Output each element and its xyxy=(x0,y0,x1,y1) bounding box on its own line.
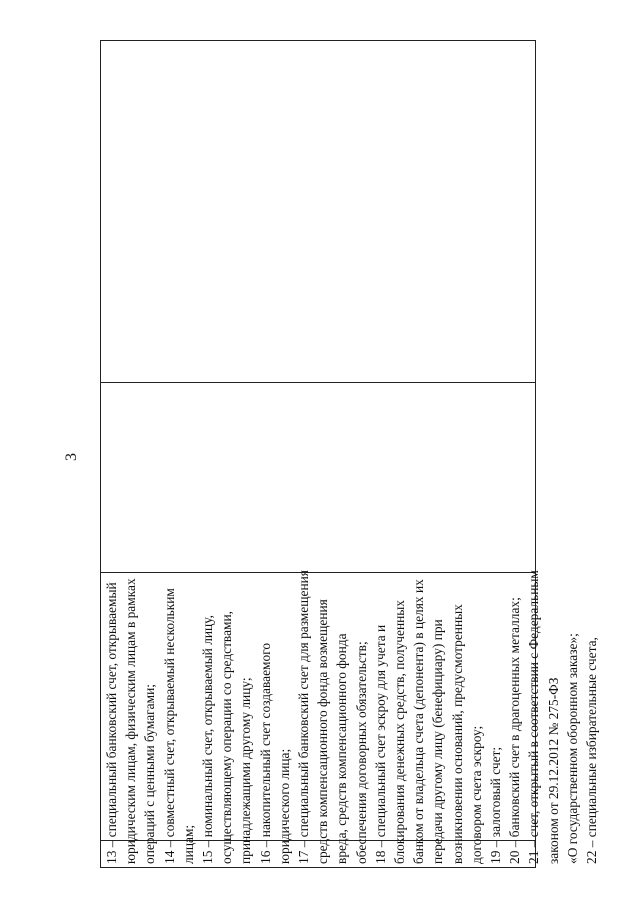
table-cell-line: 18 – специальный счет эскроу для учета и xyxy=(372,624,388,864)
table-cell-line: 17 – специальный банковский счет для размещения xyxy=(296,570,312,864)
table-cell-line: обеспечения договорных обязательств; xyxy=(353,641,369,864)
table-cell-line: возникновении оснований, предусмотренных xyxy=(449,604,465,864)
table-cell-line: 14 – совместный счет, открываемый нескольким xyxy=(161,588,177,864)
table-cell-line: блокирования денежных средств, полученных xyxy=(392,600,408,864)
table-cell-line: 19 – залоговый счет; xyxy=(488,746,504,864)
table-cell-line: законом от 29.12.2012 № 275-ФЗ xyxy=(545,677,561,864)
table-cell-line: 15 – номинальный счет, открываемый лицу, xyxy=(200,615,216,864)
table-cell-line: лицам; xyxy=(180,824,196,864)
table-cell-line: юридического лица; xyxy=(276,748,292,864)
table-cell-line: договором счета эскроу; xyxy=(468,725,484,864)
table-cell-line: 20 – банковский счет в драгоценных металлах; xyxy=(507,597,523,864)
table-cell-line: 16 – накопительный счет создаваемого xyxy=(257,642,273,864)
table-cell-line: «О государственном оборонном заказе»; xyxy=(564,633,580,864)
page-number: 3 xyxy=(63,453,80,461)
table-cell-line: вреда, средств компенсационного фонда xyxy=(334,633,350,864)
table-cell-line: 13 – специальный банковский счет, открываемый xyxy=(104,582,119,864)
table-cell-account-types xyxy=(100,570,600,868)
table-cell-line: 22 – специальные избирательные счета, xyxy=(584,637,600,864)
table-cell-line: банком от владельца счета (депонента) в целях их xyxy=(411,579,427,864)
table-cell-line: операций с ценными бумагами; xyxy=(142,684,158,864)
table-cell-line: принадлежащими другому лицу; xyxy=(238,677,254,864)
table-rotated-content xyxy=(100,40,600,868)
table xyxy=(100,40,600,868)
table-cell-line: юридическим лицам, физическим лицам в рамках xyxy=(123,578,139,864)
table-cell-line: средств компенсационного фонда возмещения xyxy=(315,599,331,864)
table-cell-line: 21 – счет, открытый в соответствии с Федеральным xyxy=(526,570,542,864)
table-cell-line: передачи другому лицу (бенефициару) при xyxy=(430,619,446,864)
table-cell-line: осуществляющему операции со средствами, xyxy=(219,610,235,864)
